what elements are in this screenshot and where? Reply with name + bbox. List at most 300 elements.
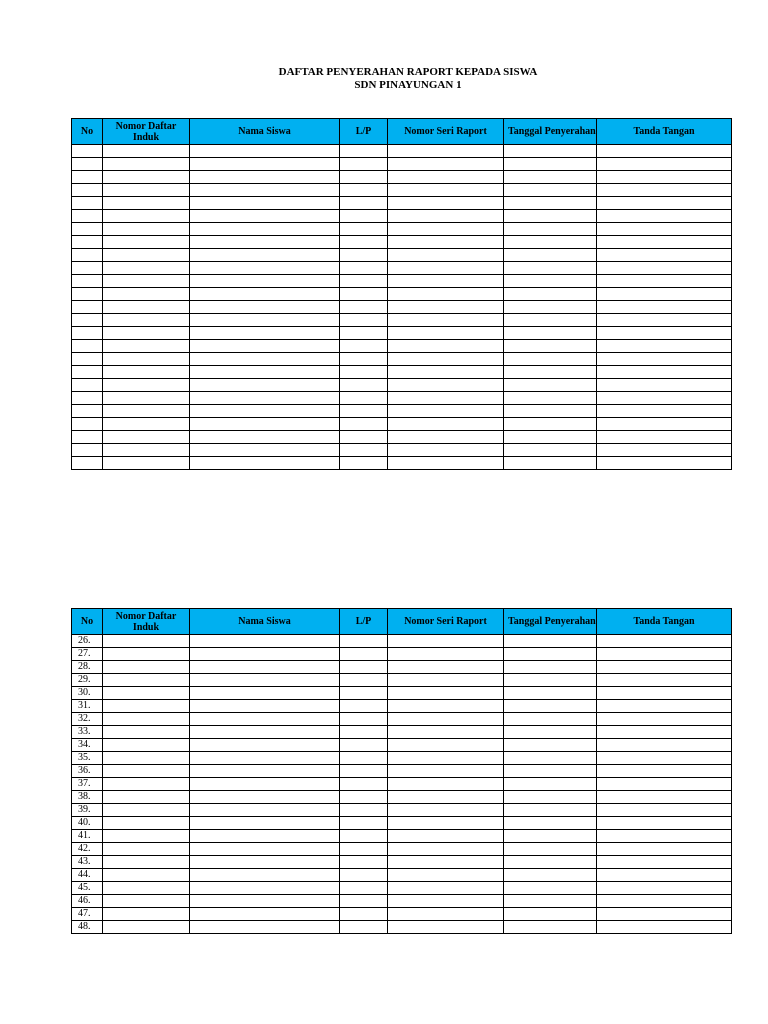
cell-lp	[340, 713, 388, 726]
cell-nama-siswa	[190, 262, 340, 275]
header-no: No	[72, 609, 103, 635]
cell-tanggal-penyerahan	[504, 262, 597, 275]
cell-nama-siswa	[190, 648, 340, 661]
document-title: DAFTAR PENYERAHAN RAPORT KEPADA SISWA	[278, 66, 538, 78]
table-row	[72, 392, 732, 405]
cell-lp	[340, 197, 388, 210]
cell-tanggal-penyerahan	[504, 843, 597, 856]
cell-nama-siswa	[190, 184, 340, 197]
table-row	[72, 843, 732, 856]
cell-nomor-seri-raport	[388, 752, 504, 765]
cell-nomor-seri-raport	[388, 288, 504, 301]
cell-nomor-daftar-induk	[103, 210, 190, 223]
table-row	[72, 223, 732, 236]
cell-lp	[340, 405, 388, 418]
table-row	[72, 830, 732, 843]
table-row	[72, 275, 732, 288]
table-row	[72, 444, 732, 457]
cell-nomor-daftar-induk	[103, 288, 190, 301]
cell-lp	[340, 314, 388, 327]
cell-nomor-daftar-induk	[103, 713, 190, 726]
cell-nama-siswa	[190, 197, 340, 210]
cell-nama-siswa	[190, 249, 340, 262]
cell-tanggal-penyerahan	[504, 249, 597, 262]
cell-tanggal-penyerahan	[504, 405, 597, 418]
cell-nomor-seri-raport	[388, 457, 504, 470]
cell-tanggal-penyerahan	[504, 210, 597, 223]
table-row	[72, 739, 732, 752]
cell-tanda-tangan	[597, 700, 732, 713]
cell-lp	[340, 791, 388, 804]
cell-tanggal-penyerahan	[504, 830, 597, 843]
cell-nama-siswa	[190, 379, 340, 392]
table-row	[72, 431, 732, 444]
cell-nomor-daftar-induk	[103, 778, 190, 791]
cell-no	[72, 457, 103, 470]
cell-nomor-seri-raport	[388, 869, 504, 882]
cell-nomor-daftar-induk	[103, 830, 190, 843]
cell-nomor-daftar-induk	[103, 700, 190, 713]
cell-nomor-daftar-induk	[103, 843, 190, 856]
cell-lp	[340, 418, 388, 431]
cell-nomor-seri-raport	[388, 843, 504, 856]
cell-nomor-daftar-induk	[103, 184, 190, 197]
cell-nama-siswa	[190, 236, 340, 249]
cell-no: 31.	[72, 700, 103, 713]
cell-no: 40.	[72, 817, 103, 830]
table-row	[72, 184, 732, 197]
cell-no	[72, 210, 103, 223]
cell-nama-siswa	[190, 223, 340, 236]
cell-tanda-tangan	[597, 778, 732, 791]
cell-tanggal-penyerahan	[504, 197, 597, 210]
cell-nomor-seri-raport	[388, 353, 504, 366]
header-tanda-tangan: Tanda Tangan	[597, 119, 732, 145]
cell-tanggal-penyerahan	[504, 648, 597, 661]
cell-tanggal-penyerahan	[504, 752, 597, 765]
cell-tanggal-penyerahan	[504, 661, 597, 674]
cell-nama-siswa	[190, 366, 340, 379]
cell-lp	[340, 817, 388, 830]
cell-no: 38.	[72, 791, 103, 804]
cell-no: 39.	[72, 804, 103, 817]
cell-tanda-tangan	[597, 366, 732, 379]
cell-nomor-daftar-induk	[103, 366, 190, 379]
cell-nama-siswa	[190, 275, 340, 288]
cell-nomor-seri-raport	[388, 301, 504, 314]
cell-nomor-daftar-induk	[103, 457, 190, 470]
cell-nomor-daftar-induk	[103, 921, 190, 934]
cell-tanda-tangan	[597, 791, 732, 804]
cell-no: 28.	[72, 661, 103, 674]
cell-nama-siswa	[190, 726, 340, 739]
cell-lp	[340, 921, 388, 934]
table-row	[72, 158, 732, 171]
cell-nama-siswa	[190, 327, 340, 340]
header-tanda-tangan: Tanda Tangan	[597, 609, 732, 635]
header-nama-siswa: Nama Siswa	[190, 609, 340, 635]
delivery-table-1	[71, 118, 732, 470]
cell-nama-siswa	[190, 739, 340, 752]
cell-nama-siswa	[190, 353, 340, 366]
cell-nomor-seri-raport	[388, 171, 504, 184]
cell-no: 32.	[72, 713, 103, 726]
cell-tanda-tangan	[597, 223, 732, 236]
cell-tanda-tangan	[597, 687, 732, 700]
cell-nomor-seri-raport	[388, 895, 504, 908]
table-row	[72, 171, 732, 184]
cell-no	[72, 236, 103, 249]
table-row	[72, 700, 732, 713]
table-row	[72, 366, 732, 379]
cell-nomor-seri-raport	[388, 197, 504, 210]
cell-tanda-tangan	[597, 236, 732, 249]
cell-nama-siswa	[190, 661, 340, 674]
cell-tanggal-penyerahan	[504, 288, 597, 301]
cell-tanda-tangan	[597, 314, 732, 327]
cell-nama-siswa	[190, 158, 340, 171]
cell-nomor-daftar-induk	[103, 197, 190, 210]
cell-nama-siswa	[190, 444, 340, 457]
cell-lp	[340, 843, 388, 856]
cell-tanggal-penyerahan	[504, 431, 597, 444]
cell-no	[72, 301, 103, 314]
cell-tanggal-penyerahan	[504, 674, 597, 687]
cell-tanggal-penyerahan	[504, 353, 597, 366]
cell-tanggal-penyerahan	[504, 184, 597, 197]
table-row	[72, 648, 732, 661]
cell-no	[72, 249, 103, 262]
header-nomor-seri-raport: Nomor Seri Raport	[388, 119, 504, 145]
cell-tanggal-penyerahan	[504, 418, 597, 431]
cell-nomor-daftar-induk	[103, 444, 190, 457]
cell-no: 36.	[72, 765, 103, 778]
cell-lp	[340, 171, 388, 184]
cell-tanda-tangan	[597, 327, 732, 340]
cell-lp	[340, 869, 388, 882]
cell-tanggal-penyerahan	[504, 392, 597, 405]
cell-tanda-tangan	[597, 171, 732, 184]
cell-no: 27.	[72, 648, 103, 661]
cell-tanggal-penyerahan	[504, 366, 597, 379]
cell-tanggal-penyerahan	[504, 895, 597, 908]
cell-tanda-tangan	[597, 197, 732, 210]
cell-nomor-seri-raport	[388, 635, 504, 648]
cell-no	[72, 340, 103, 353]
cell-no	[72, 353, 103, 366]
cell-no	[72, 444, 103, 457]
cell-nomor-daftar-induk	[103, 635, 190, 648]
cell-nomor-daftar-induk	[103, 145, 190, 158]
cell-nomor-daftar-induk	[103, 739, 190, 752]
cell-tanda-tangan	[597, 210, 732, 223]
cell-nomor-daftar-induk	[103, 275, 190, 288]
cell-lp	[340, 145, 388, 158]
cell-lp	[340, 275, 388, 288]
cell-lp	[340, 301, 388, 314]
table-row	[72, 405, 732, 418]
cell-tanda-tangan	[597, 301, 732, 314]
cell-nomor-seri-raport	[388, 327, 504, 340]
cell-nomor-seri-raport	[388, 418, 504, 431]
cell-nomor-seri-raport	[388, 444, 504, 457]
cell-nomor-seri-raport	[388, 791, 504, 804]
cell-lp	[340, 223, 388, 236]
cell-nama-siswa	[190, 908, 340, 921]
cell-nomor-seri-raport	[388, 739, 504, 752]
cell-no	[72, 327, 103, 340]
cell-no: 33.	[72, 726, 103, 739]
cell-nomor-daftar-induk	[103, 726, 190, 739]
cell-nama-siswa	[190, 635, 340, 648]
cell-no: 41.	[72, 830, 103, 843]
cell-nomor-daftar-induk	[103, 856, 190, 869]
cell-nomor-daftar-induk	[103, 908, 190, 921]
table-row	[72, 778, 732, 791]
cell-no: 45.	[72, 882, 103, 895]
cell-lp	[340, 830, 388, 843]
cell-nomor-seri-raport	[388, 817, 504, 830]
cell-nama-siswa	[190, 210, 340, 223]
cell-no: 34.	[72, 739, 103, 752]
table-row	[72, 353, 732, 366]
cell-nomor-seri-raport	[388, 223, 504, 236]
cell-nama-siswa	[190, 843, 340, 856]
cell-lp	[340, 804, 388, 817]
cell-nama-siswa	[190, 830, 340, 843]
cell-nama-siswa	[190, 145, 340, 158]
cell-nomor-daftar-induk	[103, 301, 190, 314]
cell-nama-siswa	[190, 804, 340, 817]
table-row	[72, 752, 732, 765]
cell-lp	[340, 882, 388, 895]
cell-nomor-daftar-induk	[103, 314, 190, 327]
cell-tanda-tangan	[597, 843, 732, 856]
cell-no: 44.	[72, 869, 103, 882]
table-row	[72, 145, 732, 158]
cell-nomor-seri-raport	[388, 158, 504, 171]
cell-no	[72, 171, 103, 184]
cell-no	[72, 405, 103, 418]
cell-no	[72, 262, 103, 275]
cell-tanggal-penyerahan	[504, 765, 597, 778]
cell-tanda-tangan	[597, 713, 732, 726]
cell-nomor-daftar-induk	[103, 648, 190, 661]
cell-tanda-tangan	[597, 908, 732, 921]
cell-tanggal-penyerahan	[504, 301, 597, 314]
cell-nomor-seri-raport	[388, 431, 504, 444]
cell-lp	[340, 210, 388, 223]
cell-tanda-tangan	[597, 184, 732, 197]
cell-no	[72, 145, 103, 158]
cell-tanggal-penyerahan	[504, 817, 597, 830]
cell-tanggal-penyerahan	[504, 314, 597, 327]
cell-nomor-daftar-induk	[103, 340, 190, 353]
table-row	[72, 856, 732, 869]
cell-nomor-seri-raport	[388, 674, 504, 687]
cell-tanggal-penyerahan	[504, 340, 597, 353]
cell-tanggal-penyerahan	[504, 379, 597, 392]
table-row	[72, 661, 732, 674]
cell-no	[72, 288, 103, 301]
cell-tanda-tangan	[597, 635, 732, 648]
header-lp: L/P	[340, 609, 388, 635]
cell-tanda-tangan	[597, 145, 732, 158]
cell-nomor-daftar-induk	[103, 353, 190, 366]
cell-nomor-daftar-induk	[103, 392, 190, 405]
cell-nomor-daftar-induk	[103, 674, 190, 687]
cell-tanggal-penyerahan	[504, 327, 597, 340]
cell-no	[72, 158, 103, 171]
table-row	[72, 804, 732, 817]
cell-lp	[340, 158, 388, 171]
table-row	[72, 921, 732, 934]
header-tanggal-penyerahan: Tanggal Penyerahan	[504, 119, 597, 145]
cell-nama-siswa	[190, 895, 340, 908]
cell-nama-siswa	[190, 392, 340, 405]
table-row	[72, 197, 732, 210]
table-row	[72, 314, 732, 327]
cell-nama-siswa	[190, 301, 340, 314]
cell-tanda-tangan	[597, 661, 732, 674]
cell-nomor-seri-raport	[388, 700, 504, 713]
header-nomor-seri-raport: Nomor Seri Raport	[388, 609, 504, 635]
cell-lp	[340, 444, 388, 457]
cell-tanda-tangan	[597, 275, 732, 288]
cell-nomor-daftar-induk	[103, 223, 190, 236]
cell-nama-siswa	[190, 687, 340, 700]
table-row	[72, 301, 732, 314]
cell-tanda-tangan	[597, 739, 732, 752]
cell-no	[72, 379, 103, 392]
cell-lp	[340, 249, 388, 262]
cell-nama-siswa	[190, 457, 340, 470]
cell-tanda-tangan	[597, 674, 732, 687]
cell-nomor-daftar-induk	[103, 687, 190, 700]
cell-lp	[340, 648, 388, 661]
cell-nama-siswa	[190, 778, 340, 791]
cell-tanggal-penyerahan	[504, 739, 597, 752]
cell-nomor-seri-raport	[388, 778, 504, 791]
cell-tanda-tangan	[597, 444, 732, 457]
table-row	[72, 895, 732, 908]
cell-tanda-tangan	[597, 379, 732, 392]
header-no: No	[72, 119, 103, 145]
cell-lp	[340, 687, 388, 700]
table-row	[72, 635, 732, 648]
table-row	[72, 908, 732, 921]
cell-tanggal-penyerahan	[504, 869, 597, 882]
cell-tanda-tangan	[597, 921, 732, 934]
cell-no	[72, 418, 103, 431]
cell-nomor-seri-raport	[388, 882, 504, 895]
cell-tanda-tangan	[597, 648, 732, 661]
header-nomor-daftar-induk: Nomor Daftar Induk	[103, 119, 190, 145]
cell-nama-siswa	[190, 765, 340, 778]
cell-tanda-tangan	[597, 405, 732, 418]
table-header-row	[72, 119, 732, 145]
cell-nomor-seri-raport	[388, 856, 504, 869]
cell-no: 43.	[72, 856, 103, 869]
table-row	[72, 882, 732, 895]
cell-tanggal-penyerahan	[504, 700, 597, 713]
cell-no: 26.	[72, 635, 103, 648]
cell-lp	[340, 262, 388, 275]
cell-lp	[340, 726, 388, 739]
cell-nomor-daftar-induk	[103, 661, 190, 674]
cell-tanggal-penyerahan	[504, 856, 597, 869]
cell-nomor-daftar-induk	[103, 869, 190, 882]
cell-lp	[340, 353, 388, 366]
cell-tanda-tangan	[597, 895, 732, 908]
table-row	[72, 791, 732, 804]
cell-tanda-tangan	[597, 817, 732, 830]
cell-tanda-tangan	[597, 392, 732, 405]
cell-nomor-seri-raport	[388, 379, 504, 392]
cell-tanggal-penyerahan	[504, 145, 597, 158]
cell-lp	[340, 895, 388, 908]
cell-nomor-daftar-induk	[103, 804, 190, 817]
cell-no: 48.	[72, 921, 103, 934]
cell-no	[72, 184, 103, 197]
cell-nama-siswa	[190, 314, 340, 327]
cell-nomor-daftar-induk	[103, 327, 190, 340]
table-row	[72, 340, 732, 353]
cell-lp	[340, 700, 388, 713]
cell-lp	[340, 236, 388, 249]
cell-tanda-tangan	[597, 340, 732, 353]
cell-tanda-tangan	[597, 752, 732, 765]
header-tanggal-penyerahan: Tanggal Penyerahan	[504, 609, 597, 635]
cell-nama-siswa	[190, 431, 340, 444]
cell-nama-siswa	[190, 752, 340, 765]
cell-tanda-tangan	[597, 804, 732, 817]
cell-nama-siswa	[190, 869, 340, 882]
cell-nama-siswa	[190, 856, 340, 869]
cell-lp	[340, 765, 388, 778]
cell-lp	[340, 752, 388, 765]
table-row	[72, 687, 732, 700]
cell-nomor-seri-raport	[388, 830, 504, 843]
table-row	[72, 418, 732, 431]
cell-lp	[340, 908, 388, 921]
cell-nomor-seri-raport	[388, 661, 504, 674]
cell-lp	[340, 288, 388, 301]
cell-nomor-seri-raport	[388, 184, 504, 197]
cell-no: 29.	[72, 674, 103, 687]
cell-nomor-daftar-induk	[103, 765, 190, 778]
cell-tanda-tangan	[597, 418, 732, 431]
cell-lp	[340, 184, 388, 197]
cell-nama-siswa	[190, 921, 340, 934]
cell-nomor-seri-raport	[388, 314, 504, 327]
cell-nomor-daftar-induk	[103, 882, 190, 895]
cell-nomor-seri-raport	[388, 275, 504, 288]
cell-tanda-tangan	[597, 431, 732, 444]
cell-no: 35.	[72, 752, 103, 765]
cell-nomor-seri-raport	[388, 804, 504, 817]
table-row	[72, 262, 732, 275]
header-nomor-daftar-induk: Nomor Daftar Induk	[103, 609, 190, 635]
table-row	[72, 288, 732, 301]
cell-nomor-seri-raport	[388, 765, 504, 778]
cell-tanda-tangan	[597, 158, 732, 171]
cell-nomor-seri-raport	[388, 236, 504, 249]
cell-nama-siswa	[190, 713, 340, 726]
cell-no	[72, 314, 103, 327]
cell-no: 47.	[72, 908, 103, 921]
cell-no: 42.	[72, 843, 103, 856]
